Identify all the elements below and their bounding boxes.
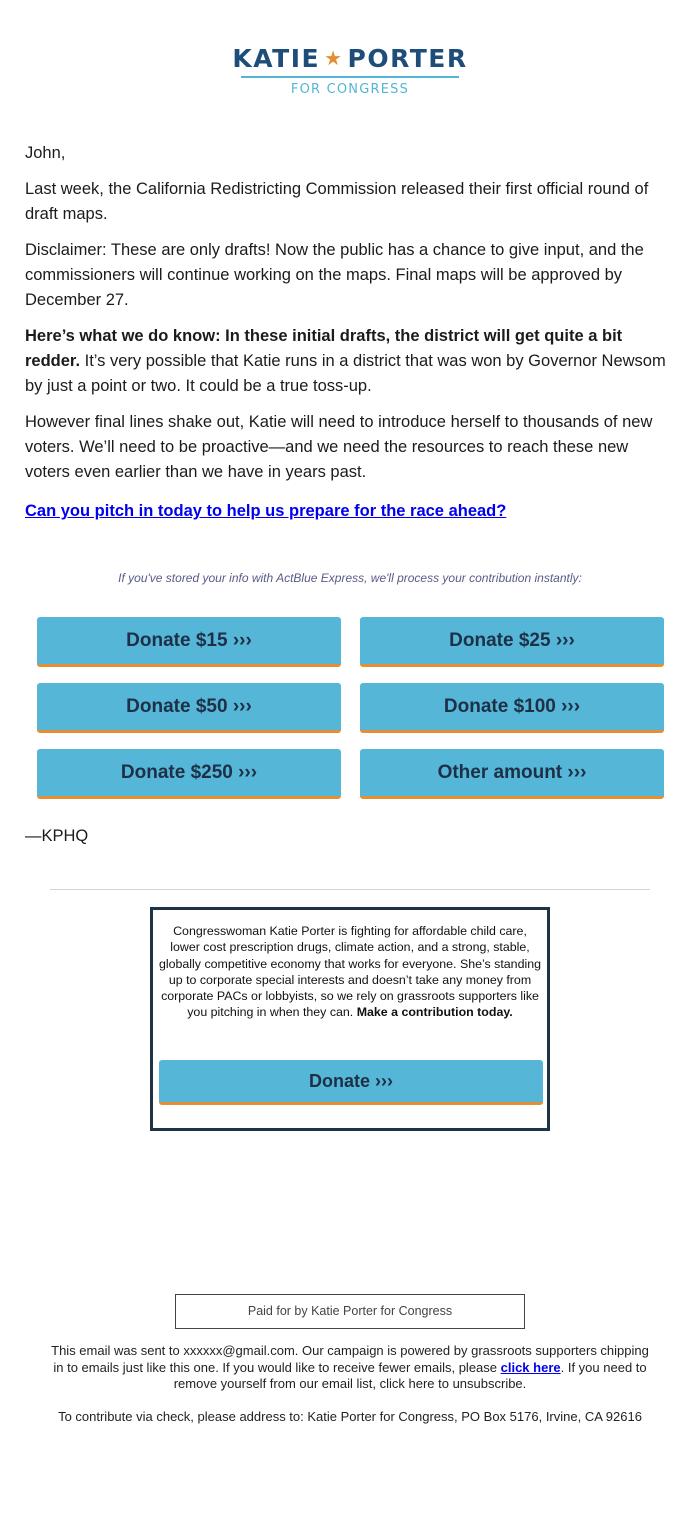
footer-notice-pre: This email was sent to xxxxxx@gmail.com. Our campaign is powered by grassroots supporters chipping in to emails just like this one. If you would like to receive fewer emails, please (51, 1343, 649, 1375)
paragraph-1: Last week, the California Redistricting Commission released their first official round of draft maps. (25, 180, 649, 223)
email-footer (50, 1343, 650, 1441)
contribution-box-bold: Make a contribution today. (356, 1005, 513, 1020)
paragraph-3 (25, 324, 677, 399)
donate-50-button[interactable]: Donate $50 ››› (37, 683, 341, 733)
donate-250-button[interactable]: Donate $250 ››› (37, 749, 341, 799)
contribution-box-body: Congresswoman Katie Porter is fighting for affordable child care, lower cost prescription drugs, climate action, and a strong, stable, globally competitive economy that works for everyone. She’s standing up to corporate special interests and doesn’t take any money from corporate PACs or lobbyists, so we rely on grassroots supporters like you pitching in when they can. (158, 924, 542, 1020)
donate-100-button[interactable]: Donate $100 ››› (360, 683, 664, 733)
section-divider (50, 889, 650, 890)
signoff: —KPHQ (25, 827, 89, 845)
fewer-emails-link[interactable]: click here (500, 1359, 561, 1375)
logo-subtitle: FOR CONGRESS (290, 82, 410, 97)
logo-last-name: PORTER (347, 44, 468, 73)
paragraph-3-rest: It’s very possible that Katie runs in a district that was won by Governor Newsom by just a point or two. It could be a true toss-up. (25, 352, 666, 395)
email-body (25, 141, 677, 524)
footer-notice-post: . If you need to remove yourself from our email list, click here to unsubscribe. (173, 1359, 647, 1391)
actblue-note: If you've stored your info with ActBlue Express, we'll process your contribution instantly: (118, 571, 582, 585)
logo-divider (241, 76, 459, 78)
footer-address: To contribute via check, please address to: Katie Porter for Congress, PO Box 5176, Irvine, CA 92616 (58, 1408, 642, 1424)
donate-button[interactable]: Donate ››› (159, 1060, 543, 1105)
campaign-logo (0, 44, 700, 97)
paragraph-2: Disclaimer: These are only drafts! Now the public has a chance to give input, and the commissioners will continue working on the maps. Final maps will be approved by December 27. (25, 241, 644, 309)
logo-first-name: KATIE (232, 44, 321, 73)
star-icon: ★ (324, 46, 344, 70)
greeting: John, (25, 144, 66, 162)
paragraph-4: However final lines shake out, Katie will need to introduce herself to thousands of new voters. We’ll need to be proactive—and we need the resources to reach these new voters even earlier than we have in years past. (25, 413, 653, 481)
pitch-in-link[interactable]: Can you pitch in today to help us prepare for the race ahead? (25, 502, 507, 520)
donate-other-amount-button[interactable]: Other amount ››› (360, 749, 664, 799)
paragraph-3-bold: Here’s what we do know: In these initial drafts, the district will get quite a bit redder. (25, 327, 623, 370)
paid-for-disclaimer: Paid for by Katie Porter for Congress (175, 1294, 525, 1329)
contribution-box (150, 907, 550, 1131)
footer-notice (50, 1343, 650, 1393)
donate-25-button[interactable]: Donate $25 ››› (360, 617, 664, 667)
contribution-box-text (157, 923, 543, 1021)
logo-wordmark (232, 44, 467, 74)
donate-15-button[interactable]: Donate $15 ››› (37, 617, 341, 667)
